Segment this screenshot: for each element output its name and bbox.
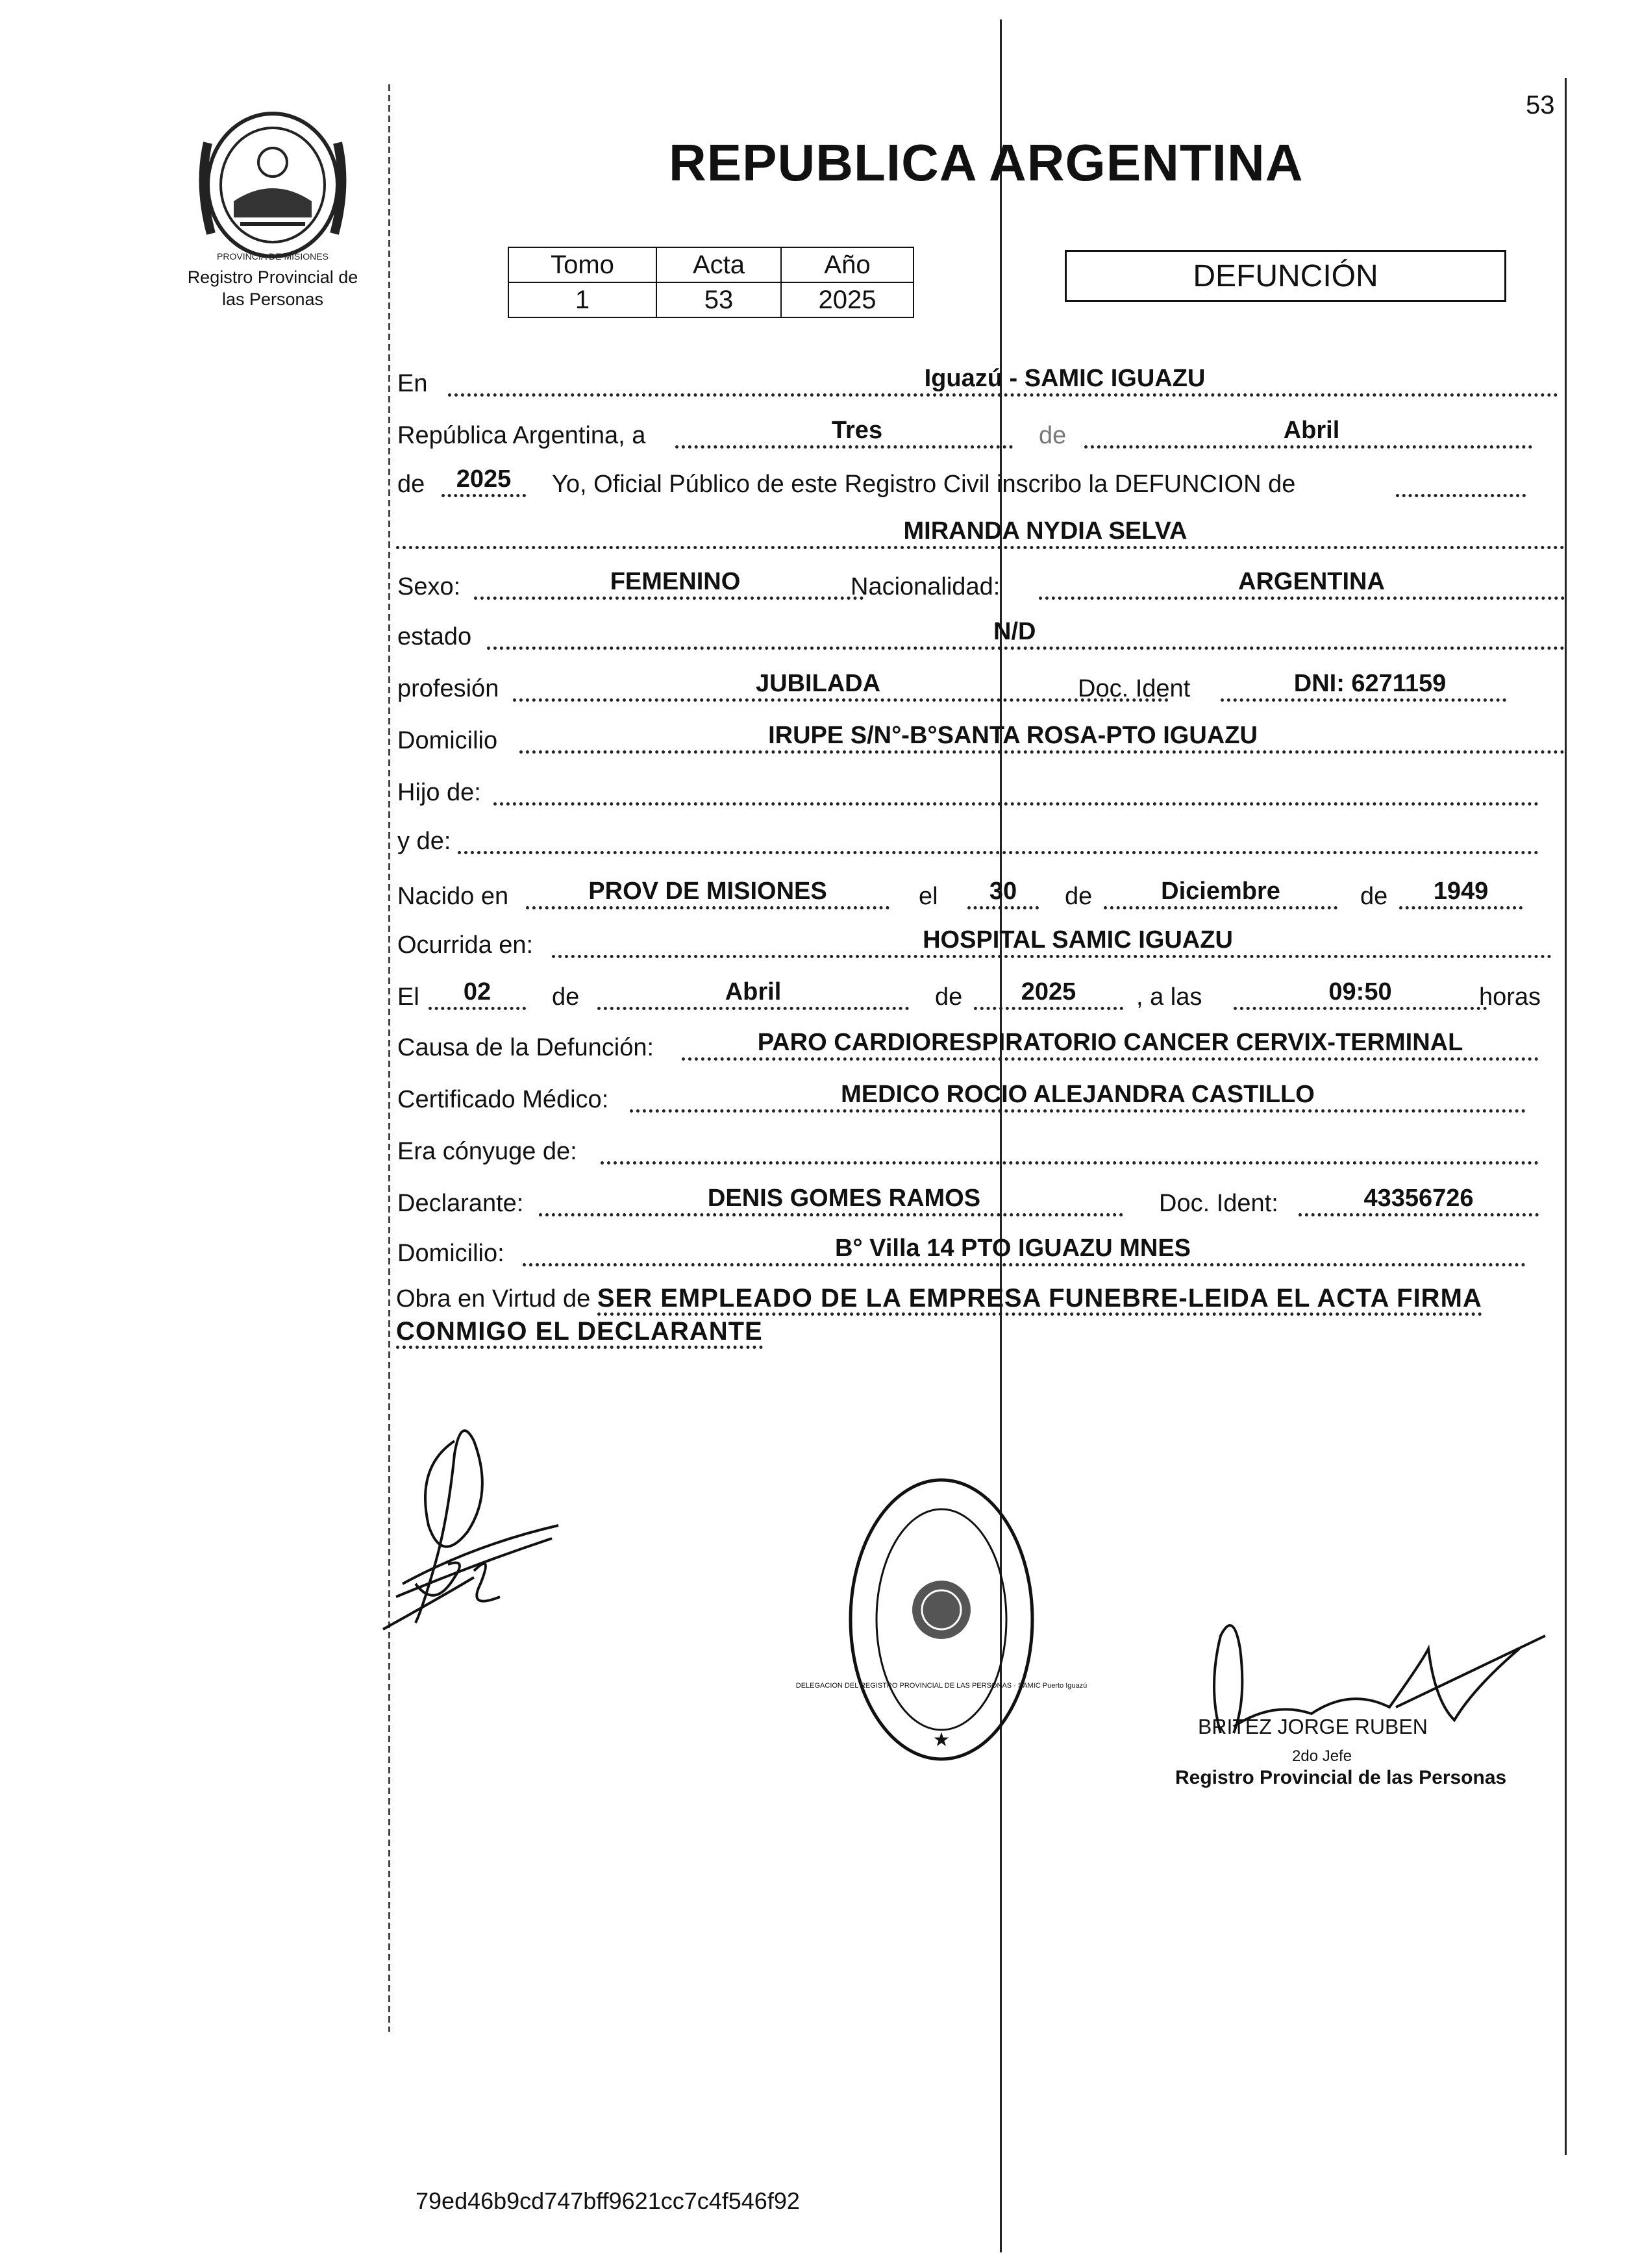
mes-value: Abril [1283, 417, 1340, 444]
acta-table-header-row [508, 247, 914, 282]
tomo-value: 1 [508, 282, 656, 317]
causa-dots [682, 1057, 1539, 1061]
horas-label: horas [1479, 983, 1541, 1011]
official-registry: Registro Provincial de las Personas [1175, 1767, 1507, 1788]
seal-text: DELEGACION DEL REGISTRO PROVINCIAL DE LAS PERSONAS · SAMIC Puerto Iguazú [795, 1682, 1088, 1690]
row-nacido [396, 873, 1565, 918]
nac-dia-value: 30 [989, 878, 1017, 905]
ocurrida-dots [552, 955, 1552, 958]
tomo-header: Tomo [508, 247, 656, 282]
def-dia-dots [429, 1007, 526, 1010]
row-fecha-inscripcion [396, 412, 1565, 458]
conyuge-label: Era cónyuge de: [397, 1138, 577, 1165]
mes-dots [1084, 445, 1532, 449]
emblem-text: PROVINCIA DE MISIONES [217, 251, 329, 262]
row-domicilio-declarante [396, 1230, 1565, 1276]
certificado-dots [630, 1109, 1526, 1113]
estado-dots [487, 647, 1565, 650]
def-mes-value: Abril [725, 978, 782, 1005]
acta-table-value-row [508, 282, 914, 317]
def-de-label-2: de [935, 983, 963, 1011]
sexo-value: FEMENINO [610, 568, 741, 595]
doc-value: DNI: 6271159 [1293, 670, 1447, 697]
estado-label: estado [397, 623, 472, 650]
row-ocurrida [396, 922, 1565, 967]
de-label-2: de [397, 471, 425, 498]
def-dia-value: 02 [463, 978, 491, 1005]
def-de-label-1: de [552, 983, 580, 1011]
en-dots [448, 393, 1558, 397]
yo-dots [1396, 494, 1526, 497]
right-margin-line [1565, 78, 1567, 2155]
row-declarante [396, 1180, 1565, 1226]
profesion-value: JUBILADA [755, 670, 881, 697]
domicilio2-dots [523, 1263, 1526, 1266]
left-margin-line [388, 84, 390, 2032]
causa-label: Causa de la Defunción: [397, 1034, 654, 1061]
nacionalidad-label: Nacionalidad: [851, 573, 1001, 600]
def-mes-dots [597, 1007, 909, 1010]
certificado-value: MEDICO ROCIO ALEJANDRA CASTILLO [841, 1081, 1315, 1108]
declarante-value: DENIS GOMES RAMOS [707, 1185, 981, 1212]
nac-mes-dots [1104, 906, 1337, 909]
acta-table [508, 247, 914, 318]
row-conyuge [396, 1128, 1565, 1174]
republica-label: República Argentina, a [397, 422, 646, 449]
registry-seal [795, 1473, 1088, 1766]
row-domicilio [396, 717, 1565, 763]
nac-de-label-2: de [1360, 883, 1388, 910]
en-label: En [397, 370, 428, 397]
def-anio-value: 2025 [1021, 978, 1076, 1005]
sexo-dots [474, 597, 864, 600]
nacido-value: PROV DE MISIONES [588, 878, 827, 905]
dia-value: Tres [831, 417, 883, 444]
row-causa [396, 1024, 1565, 1070]
declarant-signature [377, 1415, 558, 1636]
profesion-label: profesión [397, 675, 499, 702]
hijo-dots [493, 802, 1539, 806]
dia-dots [675, 445, 1013, 449]
misiones-emblem-icon [195, 104, 351, 266]
page-number: 53 [1526, 91, 1555, 119]
ocurrida-label: Ocurrida en: [397, 931, 534, 959]
conyuge-dots [601, 1161, 1539, 1165]
doc2-value: 43356726 [1363, 1185, 1474, 1212]
domicilio2-value: B° Villa 14 PTO IGUAZU MNES [834, 1235, 1191, 1262]
anio-value: 2025 [781, 282, 914, 317]
document-hash: 79ed46b9cd747bff9621cc7c4f546f92 [416, 2188, 800, 2214]
row-y-de [396, 818, 1565, 863]
domicilio-value: IRUPE S/N°-B°SANTA ROSA-PTO IGUAZU [768, 722, 1258, 749]
el-label: el [919, 883, 938, 910]
acta-value: 53 [656, 282, 781, 317]
nombre-value: MIRANDA NYDIA SELVA [903, 517, 1188, 545]
certificado-label: Certificado Médico: [397, 1086, 609, 1113]
nacido-dots [526, 906, 889, 909]
en-value: Iguazú - SAMIC IGUAZU [924, 365, 1206, 392]
declarante-label: Declarante: [397, 1190, 524, 1217]
hijo-label: Hijo de: [397, 779, 481, 806]
svg-text:★: ★ [932, 1729, 951, 1751]
hora-dots [1234, 1007, 1487, 1010]
nacido-label: Nacido en [397, 883, 509, 910]
def-anio-dots [974, 1007, 1123, 1010]
yde-label: y de: [397, 828, 451, 855]
acta-header: Acta [656, 247, 781, 282]
de-label-1: de [1039, 422, 1067, 449]
anio-inscripcion-value: 2025 [456, 465, 512, 493]
hora-value: 09:50 [1328, 978, 1392, 1005]
domicilio-label: Domicilio [397, 727, 498, 754]
ocurrida-value: HOSPITAL SAMIC IGUAZU [923, 926, 1233, 954]
nacionalidad-dots [1039, 597, 1565, 600]
official-name: BRITEZ JORGE RUBEN [1198, 1715, 1428, 1738]
domicilio2-label: Domicilio: [397, 1240, 504, 1267]
profesion-dots [513, 698, 1169, 702]
row-profesion [396, 665, 1565, 711]
nacionalidad-value: ARGENTINA [1238, 568, 1385, 595]
doc2-label: Doc. Ident: [1159, 1190, 1278, 1217]
doc-dots [1221, 698, 1506, 702]
doc-label: Doc. Ident [1078, 675, 1191, 702]
registry-label: Registro Provincial de las Personas [187, 267, 358, 309]
nac-anio-dots [1399, 906, 1523, 909]
row-sexo [396, 563, 1565, 609]
anio-dots [441, 494, 526, 497]
nac-de-label-1: de [1065, 883, 1093, 910]
yde-dots [458, 851, 1539, 854]
row-certificado [396, 1076, 1565, 1122]
causa-value: PARO CARDIORESPIRATORIO CANCER CERVIX-TERMINAL [757, 1029, 1463, 1056]
official-title: 2do Jefe [1292, 1747, 1352, 1765]
nac-anio-value: 1949 [1433, 878, 1489, 905]
row-hijo-de [396, 769, 1565, 815]
anio-header: Año [781, 247, 914, 282]
el2-label: El [397, 983, 419, 1011]
nac-mes-value: Diciembre [1161, 878, 1280, 905]
alas-label: , a las [1136, 983, 1202, 1011]
row-estado [396, 613, 1565, 659]
row-yo-oficial [396, 461, 1565, 506]
row-fecha-defuncion [396, 974, 1565, 1019]
row-nombre [396, 513, 1565, 558]
row-en [396, 360, 1565, 406]
page-title: REPUBLICA ARGENTINA [669, 134, 1304, 191]
estado-value: N/D [993, 618, 1036, 645]
nac-dia-dots [967, 906, 1039, 909]
obra-value: SER EMPLEADO DE LA EMPRESA FUNEBRE-LEIDA EL ACTA FIRMA CONMIGO EL DECLARANTE [396, 1284, 1482, 1349]
doc2-dots [1299, 1213, 1539, 1216]
sexo-label: Sexo: [397, 573, 461, 600]
nombre-dots [396, 546, 1565, 549]
record-type-box: DEFUNCIÓN [1065, 250, 1506, 302]
obra-label: Obra en Virtud de [396, 1285, 591, 1313]
declarante-dots [539, 1213, 1123, 1216]
domicilio-dots [519, 750, 1565, 754]
yo-label: Yo, Oficial Público de este Registro Civil inscribo la DEFUNCION de [552, 471, 1296, 498]
obra-en-virtud [396, 1282, 1565, 1348]
